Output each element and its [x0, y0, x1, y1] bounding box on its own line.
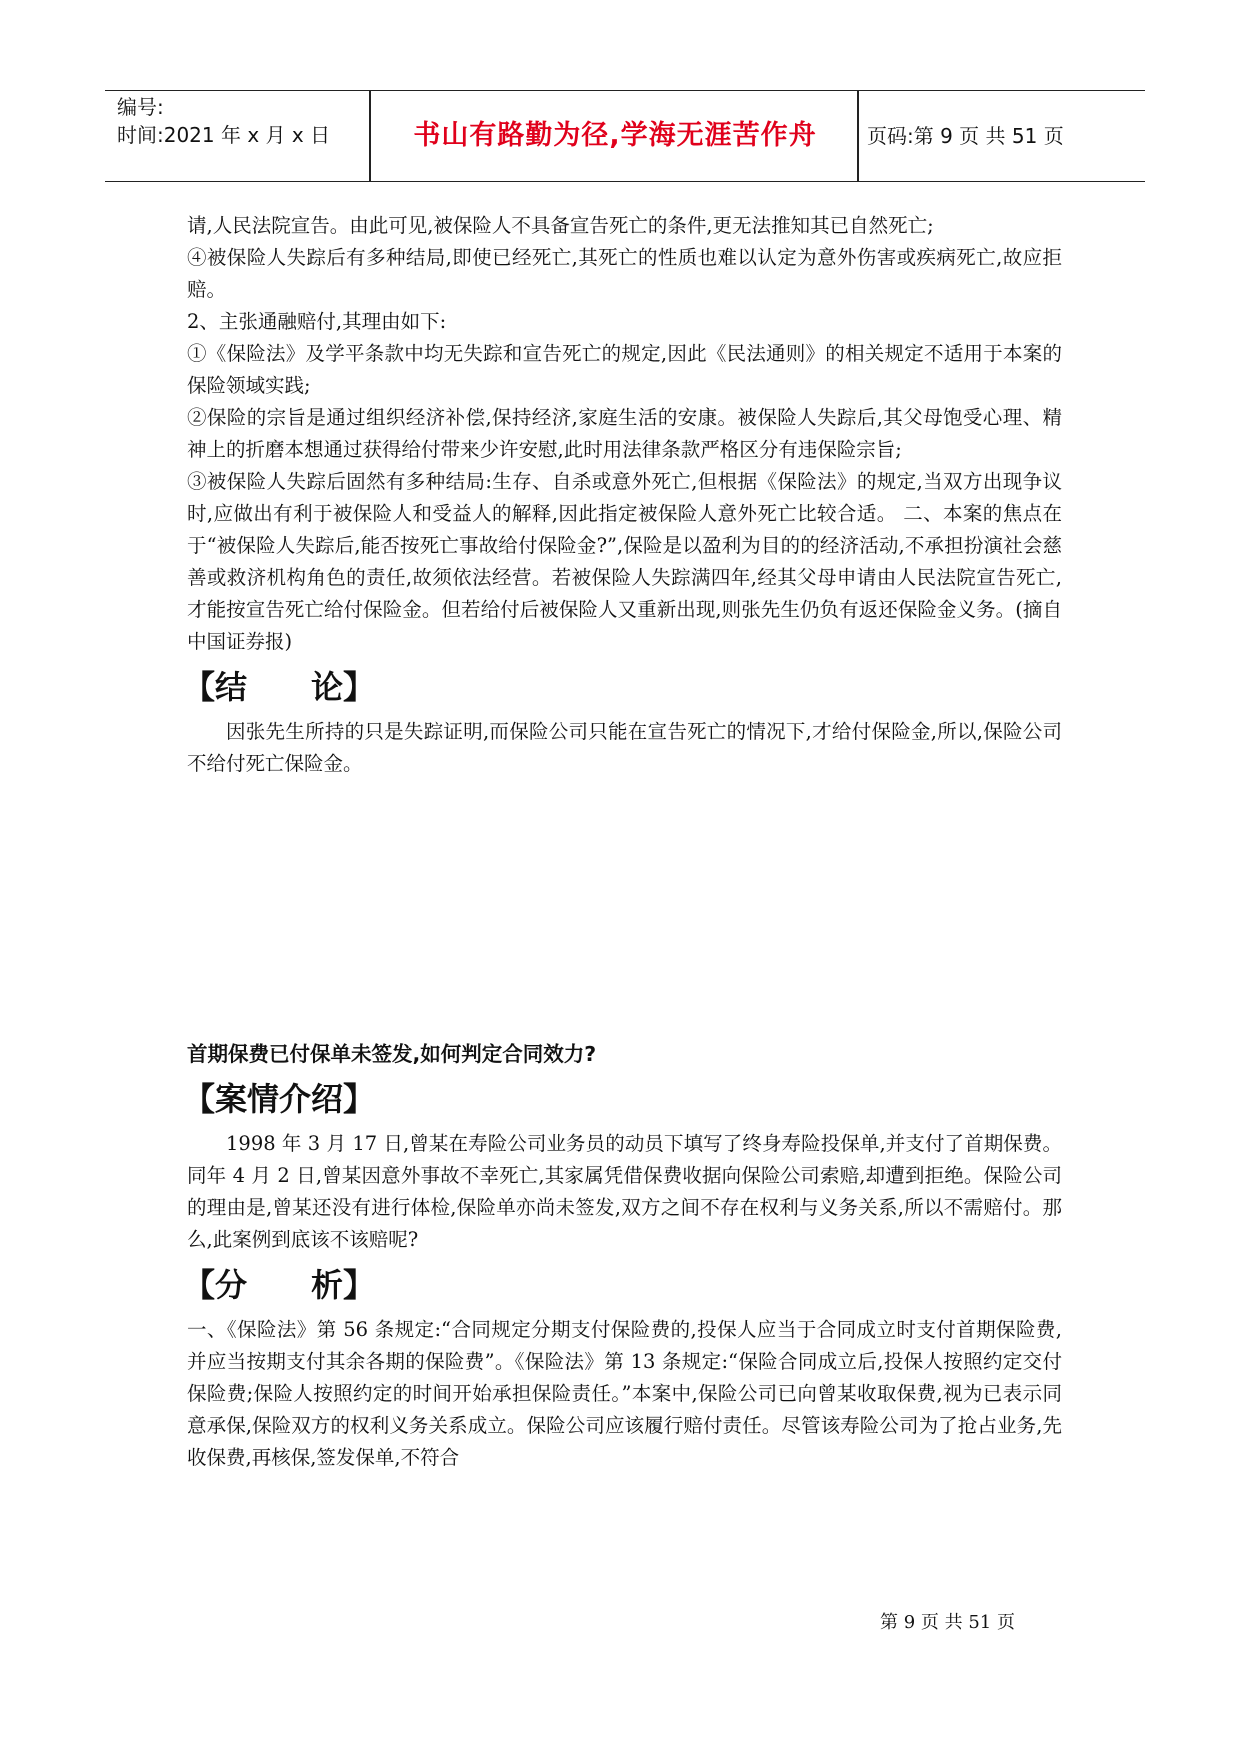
- header-divider: [857, 91, 859, 181]
- paragraph: ③被保险人失踪后固然有多种结局:生存、自杀或意外死亡,但根据《保险法》的规定,当双方出现争议时,应做出有利于被保险人和受益人的解释,因此指定被保险人意外死亡比较合适。 二、本案的焦点在于“被保险人失踪后,能否按死亡事故给付保险金?”,保险是以盈利为目的的经济活动,不承担扮演社会慈善或救济机构角色的责任,故须依法经营。若被保险人失踪满四年,经其父母申请由人民法院宣告死亡,才能按宣告死亡给付保险金。但若给付后被保险人又重新出现,则张先生仍负有返还保险金义务。(摘自中国证券报): [187, 470, 1062, 653]
- analysis-paragraph: 一、《保险法》第 56 条规定:“合同规定分期支付保险费的,投保人应当于合同成立时支付首期保险费,并应当按期支付其余各期的保险费”。《保险法》第 13 条规定:“保险合同成立后,投保人按照约定交付保险费;保险人按照约定的时间开始承担保险责任。”本案中,保险公司已向曾某收取保费,视为已表示同意承保,保险双方的权利义务关系成立。保险公司应该履行赔付责任。尽管该寿险公司为了抢占业务,先收保费,再核保,签发保单,不符合: [187, 1318, 1062, 1469]
- conclusion-heading: 【结 论】: [183, 668, 376, 706]
- analysis-heading: 【分 析】: [183, 1266, 376, 1304]
- page-footer: 第 9 页 共 51 页: [880, 1612, 1015, 1633]
- header-page-number: 页码:第 9 页 共 51 页: [867, 124, 1064, 148]
- header-meta: [117, 93, 367, 149]
- page-header: [105, 90, 1145, 182]
- document-number-label: 编号:: [117, 95, 164, 119]
- conclusion-paragraph: 因张先生所持的只是失踪证明,而保险公司只能在宣告死亡的情况下,才给付保险金,所以,保险公司不给付死亡保险金。: [187, 720, 1062, 775]
- header-motto: 书山有路勤为径,学海无涯苦作舟: [413, 120, 817, 151]
- case-intro-heading: 【案情介绍】: [183, 1080, 376, 1118]
- header-divider: [369, 91, 371, 181]
- document-body: [183, 210, 1062, 1474]
- blank-space: [187, 780, 1062, 1038]
- document-time-label: 时间:2021 年 x 月 x 日: [117, 123, 331, 147]
- paragraph: 请,人民法院宣告。由此可见,被保险人不具备宣告死亡的条件,更无法推知其已自然死亡;: [187, 214, 934, 237]
- paragraph: ②保险的宗旨是通过组织经济补偿,保持经济,家庭生活的安康。被保险人失踪后,其父母饱受心理、精神上的折磨本想通过获得给付带来少许安慰,此时用法律条款严格区分有违保险宗旨;: [187, 406, 1062, 461]
- paragraph: ④被保险人失踪后有多种结局,即使已经死亡,其死亡的性质也难以认定为意外伤害或疾病死亡,故应拒赔。: [187, 246, 1062, 301]
- case-title: 首期保费已付保单未签发,如何判定合同效力?: [187, 1042, 597, 1066]
- paragraph: 2、主张通融赔付,其理由如下:: [187, 310, 447, 333]
- paragraph: ①《保险法》及学平条款中均无失踪和宣告死亡的规定,因此《民法通则》的相关规定不适用于本案的保险领域实践;: [187, 342, 1062, 397]
- case-intro-paragraph: 1998 年 3 月 17 日,曾某在寿险公司业务员的动员下填写了终身寿险投保单,并支付了首期保费。同年 4 月 2 日,曾某因意外事故不幸死亡,其家属凭借保费收据向保险公司索赔,却遭到拒绝。保险公司的理由是,曾某还没有进行体检,保险单亦尚未签发,双方之间不存在权利与义务关系,所以不需赔付。那么,此案例到底该不该赔呢?: [187, 1132, 1062, 1251]
